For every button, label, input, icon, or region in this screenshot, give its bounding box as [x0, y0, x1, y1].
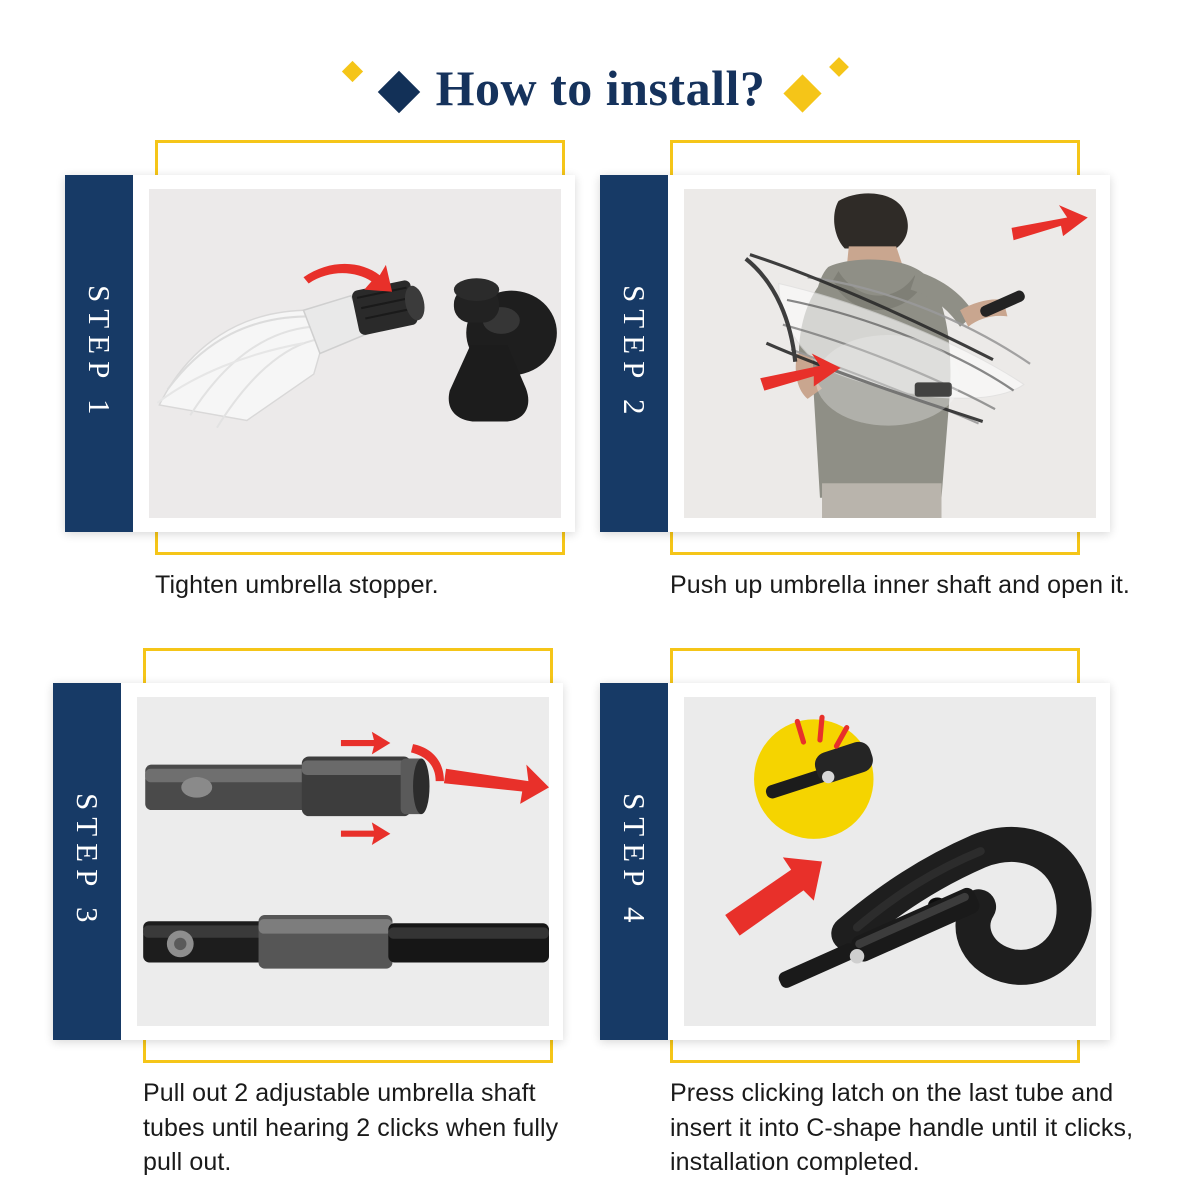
step-3-panel — [53, 683, 563, 1040]
step-3-image — [137, 697, 549, 1026]
step-3-illustration — [137, 697, 549, 1026]
step-4-panel — [600, 683, 1110, 1040]
step-2-image — [684, 189, 1096, 518]
step-3-caption: Pull out 2 adjustable umbrella shaft tubes until hearing 2 clicks when fully pull out. — [143, 1079, 559, 1176]
step-1-label-bar — [65, 175, 133, 532]
step-1-illustration — [149, 189, 561, 518]
step-4-label: STEP 4 — [617, 793, 652, 930]
step-2-illustration — [684, 189, 1096, 518]
step-2-caption: Push up umbrella inner shaft and open it. — [670, 571, 1130, 599]
step-1-caption: Tighten umbrella stopper. — [155, 571, 439, 599]
diamond-navy-icon — [377, 71, 419, 113]
step-4-label-bar — [600, 683, 668, 1040]
step-4-image — [684, 697, 1096, 1026]
step-3-label-bar — [53, 683, 121, 1040]
step-1-image — [149, 189, 561, 518]
step-4-illustration — [684, 697, 1096, 1026]
step-1-panel — [65, 175, 575, 532]
diamond-yellow-small-icon — [342, 61, 363, 82]
step-1-label: STEP 1 — [82, 285, 117, 422]
page-title: How to install? — [435, 60, 766, 116]
step-3-label: STEP 3 — [70, 793, 105, 930]
page-header — [0, 48, 1200, 128]
step-2-label: STEP 2 — [617, 285, 652, 422]
step-2-label-bar — [600, 175, 668, 532]
diamond-yellow-icon — [784, 74, 822, 112]
step-2-panel — [600, 175, 1110, 532]
diamond-yellow-small-right-icon — [829, 57, 849, 77]
step-4-caption: Press clicking latch on the last tube and insert it into C-shape handle until it clicks, installation completed. — [670, 1079, 1134, 1176]
